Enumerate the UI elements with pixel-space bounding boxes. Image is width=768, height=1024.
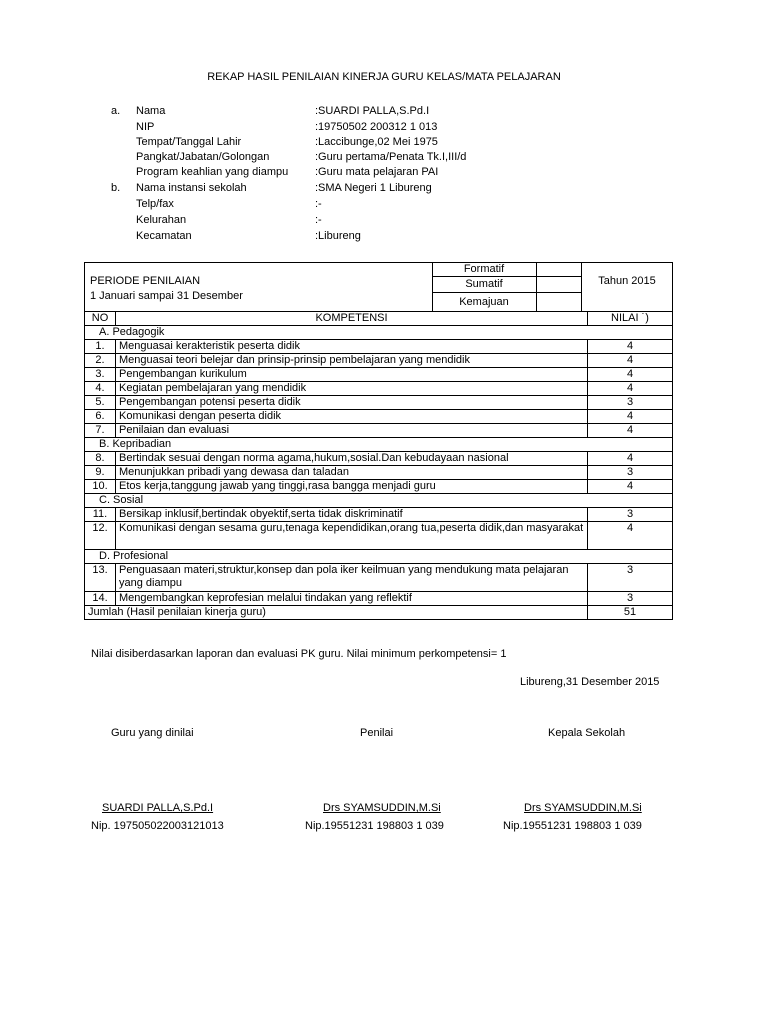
identity-letter: b. xyxy=(111,182,121,194)
row-text: Mengembangkan keprofesian melalui tindakan yang reflektif xyxy=(116,592,588,606)
row-text: Menunjukkan pribadi yang dewasa dan taladan xyxy=(116,466,588,480)
header-kompetensi: KOMPETENSI xyxy=(116,312,588,326)
row-no: 4. xyxy=(85,382,116,396)
total-label: Jumlah (Hasil penilaian kinerja guru) xyxy=(85,606,588,620)
identity-label: Kelurahan xyxy=(136,214,187,226)
identity-label: NIP xyxy=(136,121,155,133)
section-sosial: C. Sosial xyxy=(85,494,673,508)
row-no: 5. xyxy=(85,396,116,410)
row-text: Pengembangan kurikulum xyxy=(116,368,588,382)
identity-value: :SUARDI PALLA,S.Pd.I xyxy=(315,105,430,117)
identity-value: :19750502 200312 1 013 xyxy=(315,121,438,133)
row-no: 1. xyxy=(85,340,116,354)
row-value: 4 xyxy=(588,354,673,368)
table-row xyxy=(85,592,673,606)
identity-label: Telp/fax xyxy=(136,198,174,210)
evaluation-note: Nilai disiberdasarkan laporan dan evaluasi PK guru. Nilai minimum perkompetensi= 1 xyxy=(91,648,507,660)
period-divider xyxy=(432,292,581,293)
row-text: Bersikap inklusif,bertindak obyektif,serta tidak diskriminatif xyxy=(116,508,588,522)
period-divider xyxy=(536,262,537,312)
row-value: 4 xyxy=(588,368,673,382)
kemajuan-label: Kemajuan xyxy=(459,296,509,308)
row-value: 4 xyxy=(588,522,673,550)
identity-row-nip xyxy=(0,121,768,136)
competency-table xyxy=(84,311,673,620)
signature-role: Penilai xyxy=(360,727,394,739)
table-header-row xyxy=(85,312,673,326)
identity-label: Kecamatan xyxy=(136,230,192,242)
row-text: Komunikasi dengan peserta didik xyxy=(116,410,588,424)
signature-nip: Nip. 197505022003121013 xyxy=(91,820,224,832)
row-no: 2. xyxy=(85,354,116,368)
row-text: Menguasai teori belejar dan prinsip-prinsip pembelajaran yang mendidik xyxy=(116,354,588,368)
identity-row-ttl xyxy=(0,136,768,151)
row-value: 4 xyxy=(588,452,673,466)
signature-name: Drs SYAMSUDDIN,M.Si xyxy=(524,802,642,814)
identity-row-kelurahan xyxy=(0,214,768,229)
table-row xyxy=(85,396,673,410)
table-row xyxy=(85,354,673,368)
section-kepribadian: B. Kepribadian xyxy=(85,438,673,452)
signature-name: Drs SYAMSUDDIN,M.Si xyxy=(323,802,441,814)
identity-row-instansi xyxy=(0,182,768,197)
period-year: Tahun 2015 xyxy=(598,275,656,287)
identity-label: Tempat/Tanggal Lahir xyxy=(136,136,242,148)
identity-value: :Guru pertama/Penata Tk.I,III/d xyxy=(315,151,467,163)
row-text: Penguasaan materi,struktur,konsep dan pola iker keilmuan yang mendukung mata pelajaran yang diampu xyxy=(116,564,588,592)
document-title: REKAP HASIL PENILAIAN KINERJA GURU KELAS/MATA PELAJARAN xyxy=(207,71,561,83)
table-row xyxy=(85,466,673,480)
identity-value: :Libureng xyxy=(315,230,361,242)
table-row xyxy=(85,340,673,354)
signature-name: SUARDI PALLA,S.Pd.I xyxy=(102,802,214,814)
total-value: 51 xyxy=(588,606,673,620)
signature-role: Guru yang dinilai xyxy=(111,727,194,739)
row-text: Pengembangan potensi peserta didik xyxy=(116,396,588,410)
row-no: 10. xyxy=(85,480,116,494)
identity-row-pangkat xyxy=(0,151,768,166)
section-row xyxy=(85,494,673,508)
row-value: 3 xyxy=(588,396,673,410)
row-value: 3 xyxy=(588,592,673,606)
signature-nip: Nip.19551231 198803 1 039 xyxy=(503,820,642,832)
identity-value: :- xyxy=(315,214,322,226)
row-no: 9. xyxy=(85,466,116,480)
identity-value: :SMA Negeri 1 Libureng xyxy=(315,182,432,194)
table-row xyxy=(85,368,673,382)
period-label: PERIODE PENILAIAN xyxy=(90,275,201,287)
row-no: 11. xyxy=(85,508,116,522)
total-row xyxy=(85,606,673,620)
identity-label: Nama instansi sekolah xyxy=(136,182,247,194)
row-no: 3. xyxy=(85,368,116,382)
identity-letter: a. xyxy=(111,105,121,117)
row-value: 3 xyxy=(588,466,673,480)
section-row xyxy=(85,438,673,452)
row-text: Menguasai kerakteristik peserta didik xyxy=(116,340,588,354)
row-text: Penilaian dan evaluasi xyxy=(116,424,588,438)
signature-nip: Nip.19551231 198803 1 039 xyxy=(305,820,444,832)
row-no: 7. xyxy=(85,424,116,438)
identity-value: :Guru mata pelajaran PAI xyxy=(315,166,439,178)
identity-value: :- xyxy=(315,198,322,210)
section-profesional: D. Profesional xyxy=(85,550,673,564)
section-row xyxy=(85,326,673,340)
row-value: 3 xyxy=(588,508,673,522)
row-no: 12. xyxy=(85,522,116,550)
row-no: 14. xyxy=(85,592,116,606)
identity-label: Nama xyxy=(136,105,166,117)
row-no: 6. xyxy=(85,410,116,424)
table-row xyxy=(85,564,673,592)
identity-row-nama xyxy=(0,105,768,120)
table-row xyxy=(85,424,673,438)
table-row xyxy=(85,382,673,396)
period-frame xyxy=(84,262,673,312)
identity-label: Pangkat/Jabatan/Golongan xyxy=(136,151,270,163)
table-row xyxy=(85,480,673,494)
identity-row-telp xyxy=(0,198,768,213)
row-value: 4 xyxy=(588,340,673,354)
period-divider xyxy=(432,276,581,277)
row-value: 4 xyxy=(588,382,673,396)
row-value: 4 xyxy=(588,410,673,424)
header-no: NO xyxy=(85,312,116,326)
section-row xyxy=(85,550,673,564)
row-no: 13. xyxy=(85,564,116,592)
sumatif-label: Sumatif xyxy=(465,278,503,290)
row-text: Etos kerja,tanggung jawab yang tinggi,rasa bangga menjadi guru xyxy=(116,480,588,494)
row-value: 4 xyxy=(588,424,673,438)
signature-role: Kepala Sekolah xyxy=(548,727,626,739)
period-range: 1 Januari sampai 31 Desember xyxy=(90,290,243,302)
place-date: Libureng,31 Desember 2015 xyxy=(520,676,660,688)
row-text: Bertindak sesuai dengan norma agama,hukum,sosial.Dan kebudayaan nasional xyxy=(116,452,588,466)
row-text: Kegiatan pembelajaran yang mendidik xyxy=(116,382,588,396)
row-text: Komunikasi dengan sesama guru,tenaga kependidikan,orang tua,peserta didik,dan masyarakat xyxy=(116,522,588,550)
identity-row-kecamatan xyxy=(0,230,768,245)
table-row xyxy=(85,522,673,550)
table-row xyxy=(85,452,673,466)
table-row xyxy=(85,410,673,424)
period-divider xyxy=(581,262,582,312)
section-pedagogik: A. Pedagogik xyxy=(85,326,673,340)
identity-value: :Laccibunge,02 Mei 1975 xyxy=(315,136,438,148)
row-no: 8. xyxy=(85,452,116,466)
formatif-label: Formatif xyxy=(463,263,505,275)
row-value: 3 xyxy=(588,564,673,592)
identity-row-program xyxy=(0,166,768,181)
row-value: 4 xyxy=(588,480,673,494)
table-row xyxy=(85,508,673,522)
header-nilai: NILAI ˙) xyxy=(588,312,673,326)
identity-label: Program keahlian yang diampu xyxy=(136,166,289,178)
